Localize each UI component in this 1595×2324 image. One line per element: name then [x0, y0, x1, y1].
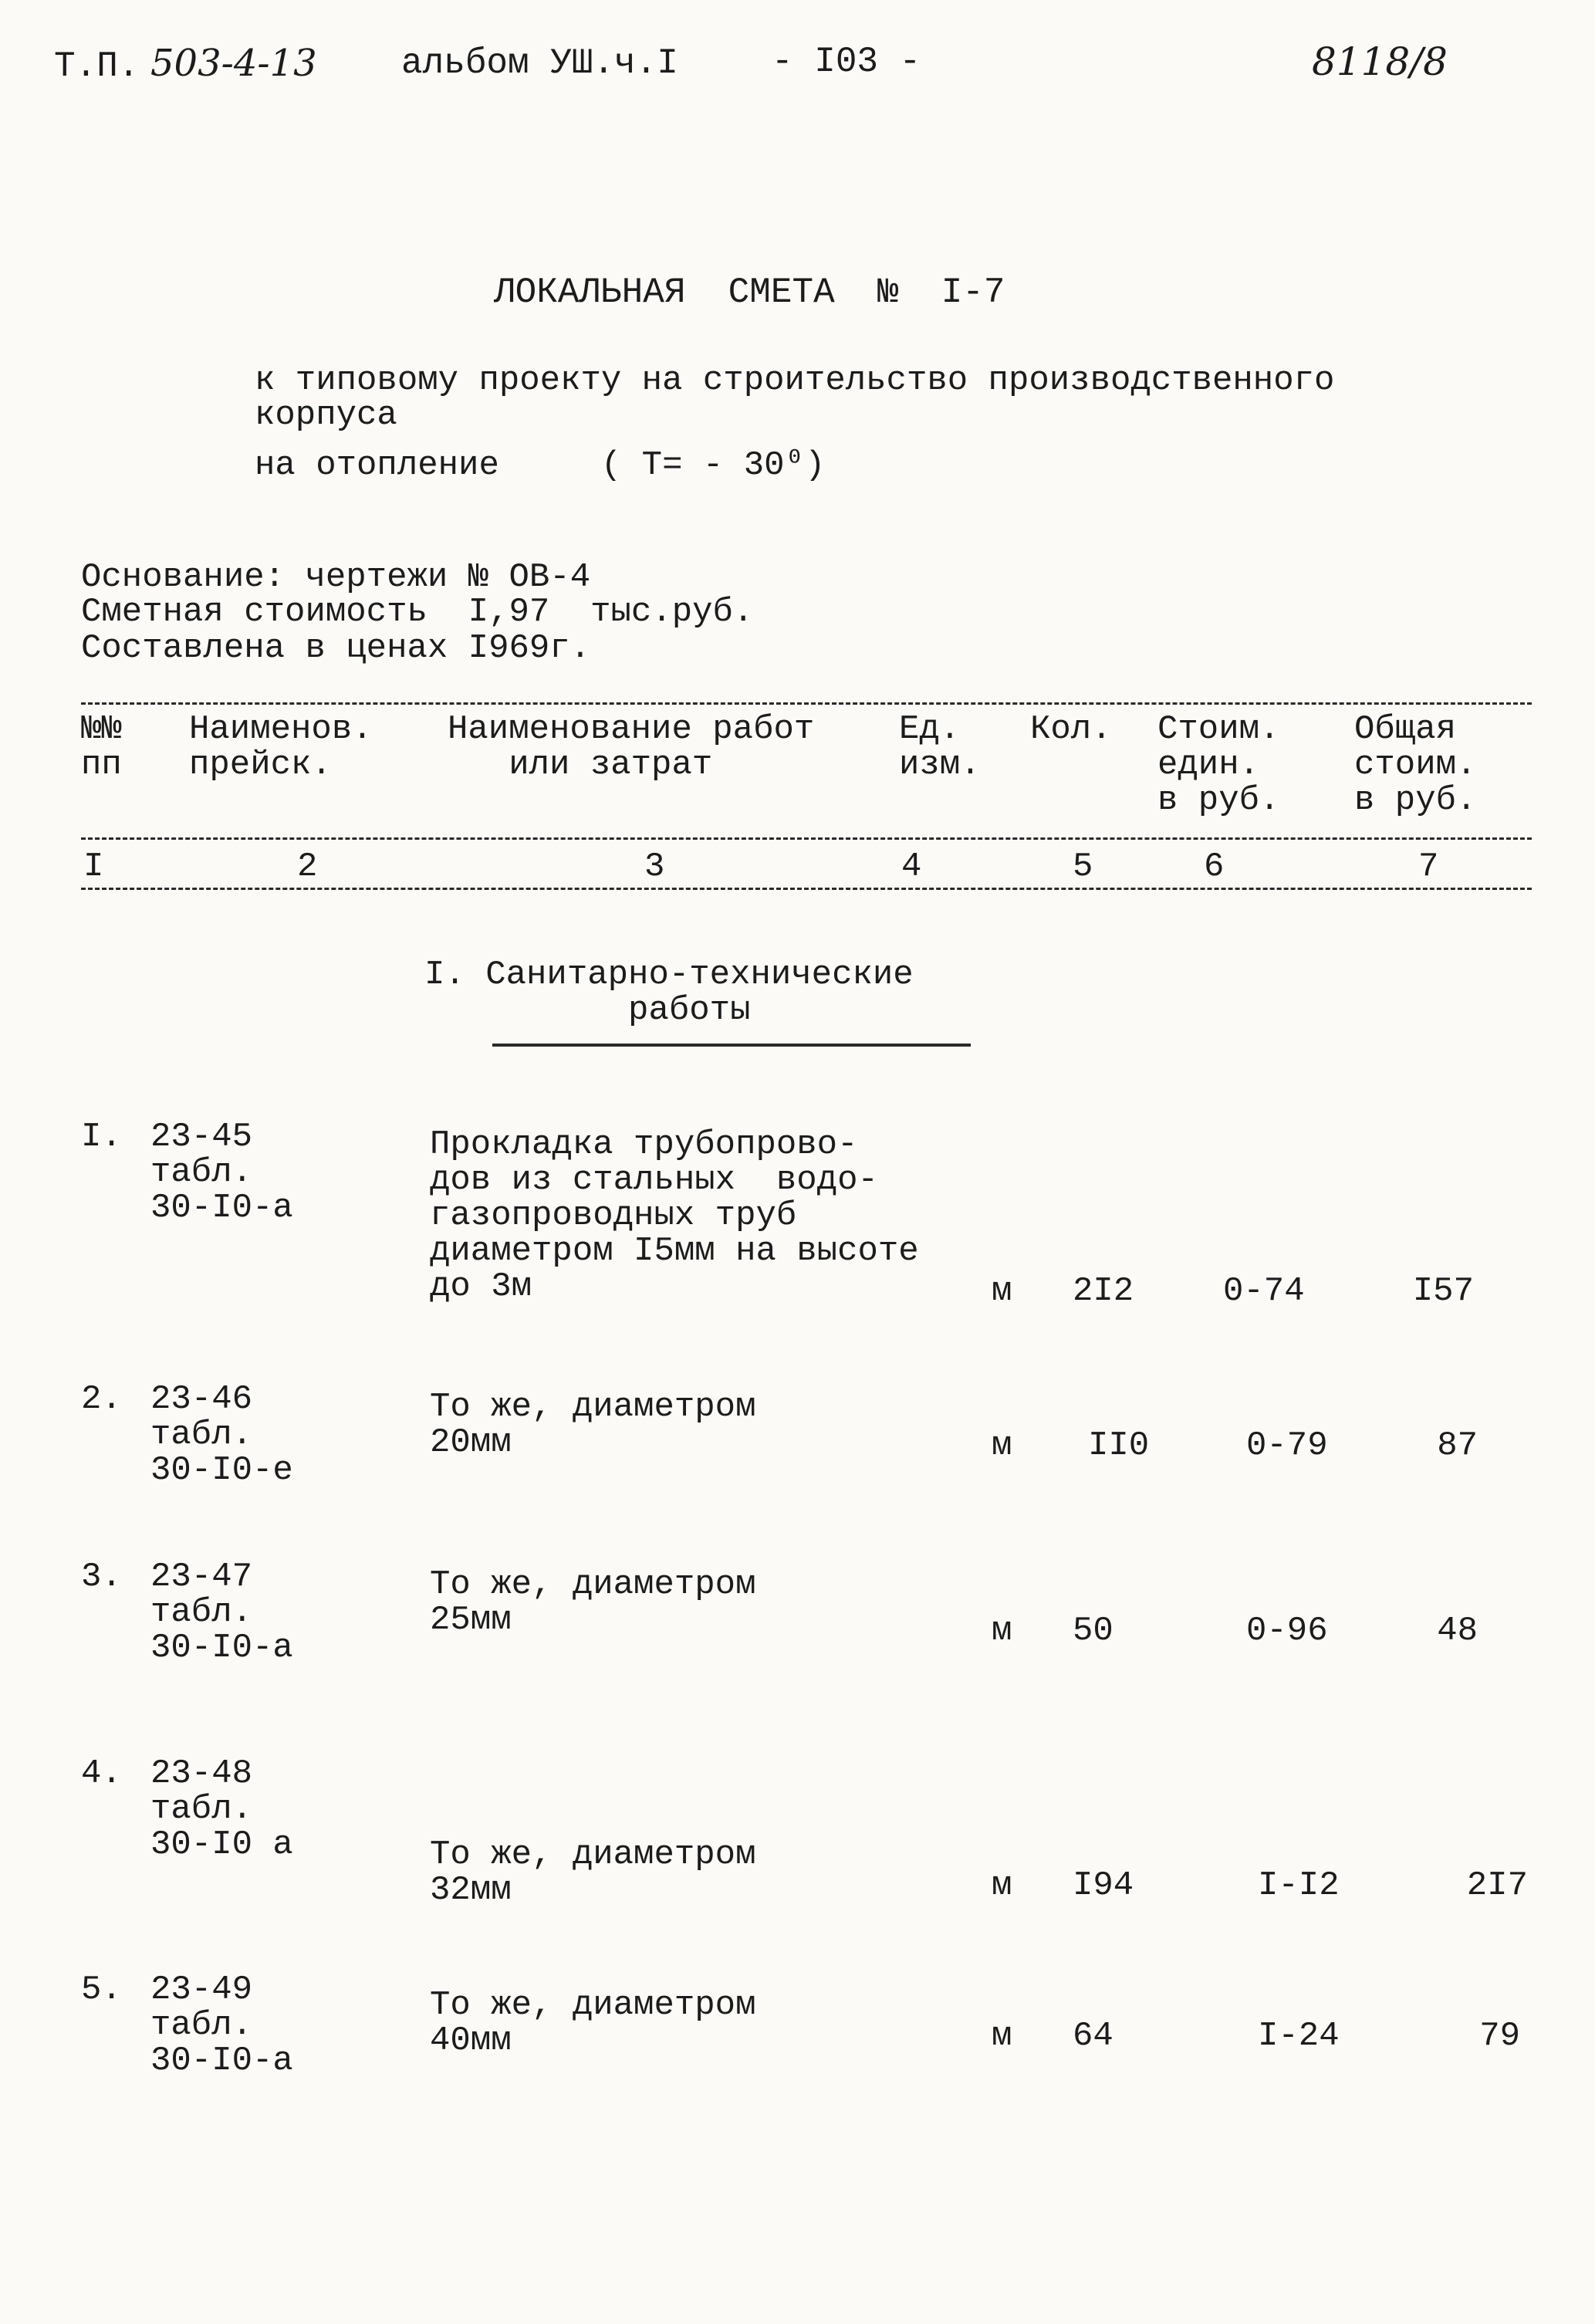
row-2-unit: м: [992, 1426, 1012, 1465]
basis-line-2: Сметная стоимость I,97 тыс.руб.: [81, 593, 754, 631]
header-rule-middle: [81, 837, 1532, 840]
row-5-qty: 64: [1073, 2017, 1113, 2055]
row-4-name: То же, диаметром 32мм: [430, 1835, 756, 1910]
row-3-unit: м: [992, 1612, 1012, 1650]
row-3-qty: 50: [1073, 1612, 1113, 1650]
archive-number: 8118/8: [1312, 39, 1448, 84]
row-3-unit-price: 0-96: [1246, 1612, 1328, 1650]
document-title: ЛОКАЛЬНАЯ СМЕТА № I-7: [494, 272, 1005, 313]
row-5-unit: м: [992, 2017, 1012, 2055]
row-3-name: То же, диаметром 25мм: [430, 1565, 756, 1639]
row-1-name: Прокладка трубопрово- дов из стальных водо- газопроводных труб диаметром I5мм на высоте до 3м: [430, 1125, 919, 1306]
basis-line-3: Составлена в ценах I969г.: [81, 629, 591, 668]
tp-prefix: Т.П.: [54, 46, 140, 86]
col-header-total: Общая стоим. в руб.: [1354, 710, 1477, 820]
row-5-code: 23-49 табл. 30-I0-а: [150, 1970, 293, 2080]
row-5-name: То же, диаметром 40мм: [430, 1986, 756, 2060]
section-underline: [492, 1044, 971, 1047]
row-4-number: 4.: [81, 1754, 122, 1793]
row-2-code: 23-46 табл. 30-I0-е: [150, 1380, 293, 1490]
col-header-work-name: Наименование работ или затрат: [448, 710, 815, 784]
col-header-unit: Ед. изм.: [899, 710, 981, 784]
row-5-total: 79: [1479, 2017, 1520, 2055]
row-1-unit-price: 0-74: [1223, 1272, 1305, 1311]
col-header-qty: Кол.: [1030, 710, 1112, 749]
row-3-code: 23-47 табл. 30-I0-а: [150, 1558, 293, 1667]
row-4-qty: I94: [1073, 1866, 1134, 1905]
col-num-7: 7: [1418, 847, 1439, 886]
title-line-1: к типовому проекту на строительство производственного: [255, 361, 1335, 400]
header-rule-top: [81, 702, 1532, 705]
row-3-number: 3.: [81, 1558, 122, 1596]
row-5-unit-price: I-24: [1258, 2017, 1340, 2055]
col-num-6: 6: [1204, 847, 1225, 886]
row-3-total: 48: [1437, 1612, 1478, 1650]
row-4-total: 2I7: [1466, 1866, 1528, 1905]
col-header-price-list: Наименов. прейск.: [189, 710, 373, 784]
col-header-unit-price: Стоим. един. в руб.: [1157, 710, 1280, 820]
basis-line-1: Основание: чертежи № ОВ-4: [81, 558, 591, 597]
row-2-unit-price: 0-79: [1246, 1426, 1328, 1465]
title-line-3: на отопление ( Т= - 30⁰): [255, 446, 826, 485]
row-4-unit: м: [992, 1866, 1012, 1905]
page-number: - I03 -: [772, 42, 921, 82]
row-2-name: То же, диаметром 20мм: [430, 1388, 756, 1462]
col-num-2: 2: [297, 847, 318, 886]
row-4-unit-price: I-I2: [1258, 1866, 1340, 1905]
row-5-number: 5.: [81, 1970, 122, 2009]
header-rule-bottom: [81, 888, 1532, 890]
tp-number: 503-4-13: [150, 42, 317, 85]
col-num-3: 3: [644, 847, 665, 886]
row-1-code: 23-45 табл. 30-I0-а: [150, 1118, 293, 1227]
col-num-4: 4: [901, 847, 922, 886]
section-title: I. Санитарно-технические работы: [424, 956, 914, 1030]
row-2-qty: II0: [1088, 1426, 1150, 1465]
row-2-total: 87: [1437, 1426, 1478, 1465]
row-1-total: I57: [1412, 1272, 1474, 1311]
album-label: альбом УШ.ч.I: [401, 43, 678, 83]
col-header-number: №№ пп: [81, 710, 122, 784]
col-num-5: 5: [1073, 847, 1093, 886]
row-1-number: I.: [81, 1118, 122, 1156]
row-1-qty: 2I2: [1073, 1272, 1134, 1311]
row-4-code: 23-48 табл. 30-I0 а: [150, 1754, 293, 1864]
row-1-unit: м: [992, 1272, 1012, 1311]
row-2-number: 2.: [81, 1380, 122, 1419]
title-line-2: корпуса: [255, 396, 397, 435]
col-num-1: I: [83, 847, 104, 886]
